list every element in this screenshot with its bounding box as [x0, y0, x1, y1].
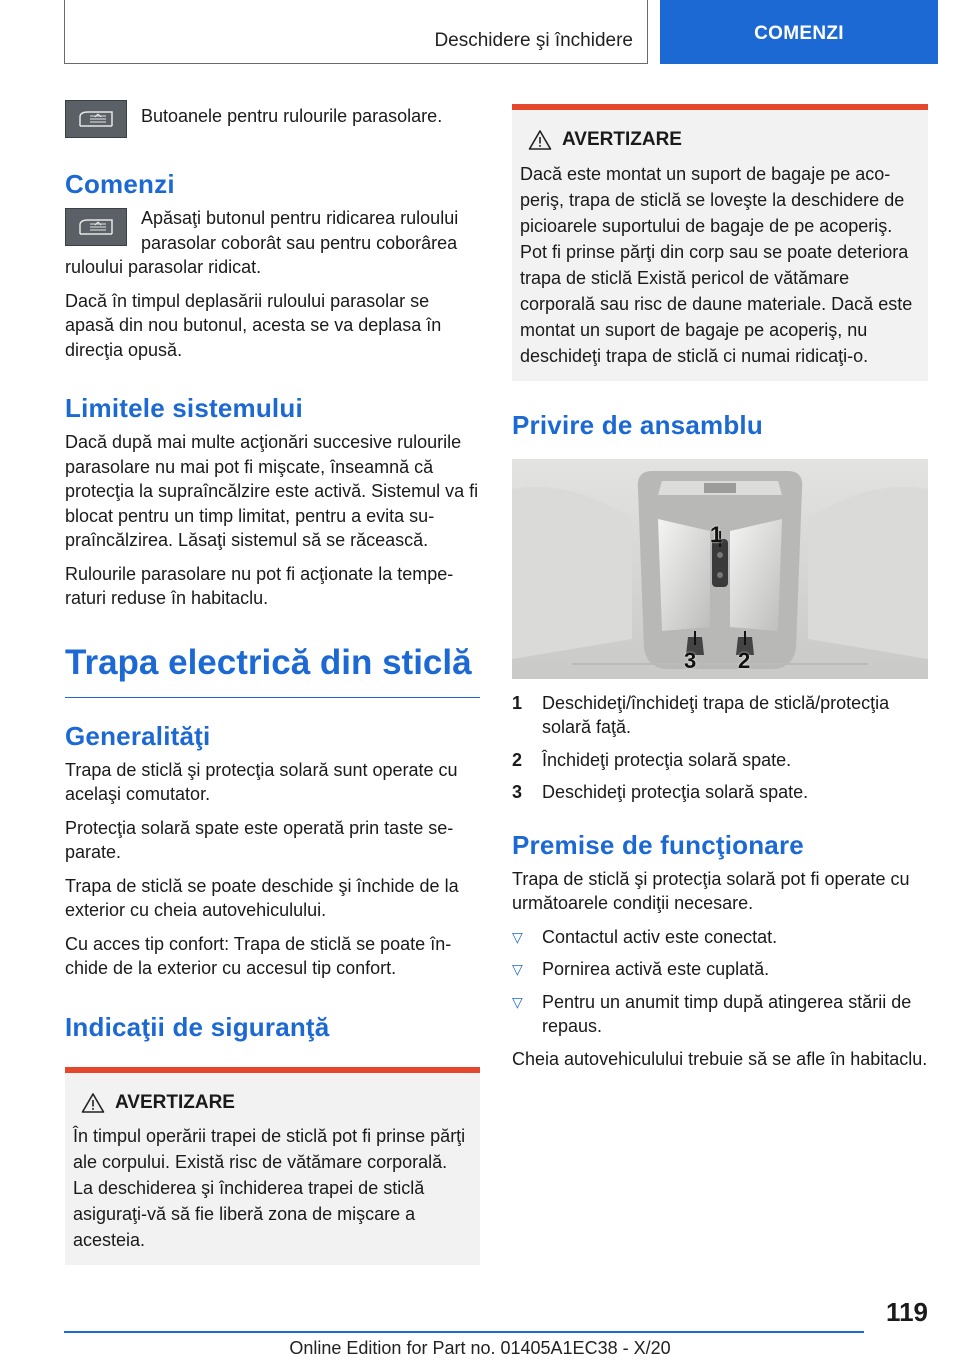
list-item: 3 Deschideţi protecţia solară spate. [512, 782, 809, 802]
page-header [0, 0, 960, 66]
warning-text: În timpul operării trapei de sticlă pot fi prinse părţi ale corpului. Există risc de vătămare corporală. La deschiderea şi închiderea trapei de sticlă asiguraţi-vă să fie liberă zona de mişcare a acesteia. [73, 1126, 466, 1250]
left-column [65, 98, 480, 1265]
warning-triangle-icon [528, 129, 552, 151]
header-section-frame [64, 0, 648, 64]
warning-box [65, 1067, 480, 1266]
limite-paragraph-2: Rulourile parasolare nu pot fi acţionate la temperaturi reduse în habitaclu. [65, 563, 454, 608]
generalitati-paragraph-4: Cu acces tip confort: Trapa de sticlă se poate închide de la exterior cu accesul tip confort. [65, 933, 452, 978]
warning-text: Dacă este montat un suport de bagaje pe acoperiş, trapa de sticlă se loveşte la deschidere de picioarele suportului de bagaje de pe acoperiş. Pot fi prinse părţi din corp sau se poate deteriora trapa de sticlă Există pericol de vătămare corporală sau risc de daune materiale. Dacă este montat un suport de bagaje pe acoperiş, nu deschideţi trapa de sticlă ci numai ridicaţi-o. [520, 163, 913, 366]
heading-privire: Privire de ansamblu [512, 409, 763, 440]
bullet-triangle-icon: ▽ [512, 993, 523, 1010]
warning-box [512, 104, 928, 381]
bullet-triangle-icon: ▽ [512, 928, 523, 945]
heading-limitele: Limitele sistemului [65, 393, 303, 423]
footer-edition: Online Edition for Part no. 01405A1EC38 - X/20 [289, 1338, 671, 1358]
generalitati-paragraph-2: Protecţia solară spate este operată prin taste separate. [65, 817, 454, 862]
list-item: ▽ Pornirea activă este cuplată. [512, 957, 928, 982]
heading-siguranta: Indicaţii de siguranţă [65, 1011, 330, 1042]
premise-outro: Cheia autovehiculului trebuie să se afle în habitaclu. [512, 1048, 928, 1069]
footer-rule [64, 1331, 864, 1333]
legend-list [512, 691, 928, 805]
premise-bullets [512, 925, 928, 1039]
generalitati-paragraph-3: Trapa de sticlă se poate deschide şi închide de la exterior cu cheia autovehiculului. [65, 875, 459, 920]
photo-label-1: 1 [710, 521, 723, 547]
heading-generalitati: Generalităţi [65, 720, 211, 751]
warning-triangle-icon [81, 1092, 105, 1114]
photo-label-2: 2 [738, 647, 751, 673]
bullet-triangle-icon: ▽ [512, 961, 523, 977]
heading-trapa: Trapa electrică din sticlă [65, 641, 480, 698]
overhead-console-photo [512, 459, 928, 679]
page-number: 119 [886, 1297, 928, 1327]
generalitati-paragraph-1: Trapa de sticlă şi protecţia solară sunt operate cu acelaşi comutator. [65, 759, 458, 804]
list-item: ▽ Contactul activ este conectat. [512, 925, 928, 950]
section-title: Deschidere şi închidere [434, 30, 633, 51]
heading-premise: Premise de funcţionare [512, 829, 804, 860]
list-item: 2 Închideţi protecţia solară spate. [512, 749, 792, 770]
warning-title: AVERTIZARE [115, 1091, 235, 1113]
warning-title: AVERTIZARE [562, 129, 682, 150]
limite-paragraph-1: Dacă după mai multe acţionări succesive rulourile parasolare nu mai pot fi mişcate, înseamnă că protecţia la supraîncălzire este activă. Sistemul va fi blocat pentru un timp limitat, pentru a evita supraîncălzirea. Lăsaţi sistemul să se răcească. [65, 432, 479, 550]
comenzi-paragraph-1: Apăsaţi butonul pentru ridicarea ruloului parasolar coborât sau pentru coborârea ruloului parasolar ridicat. [65, 208, 459, 277]
premise-intro: Trapa de sticlă şi protecţia solară pot fi operate cu următoarele condiţii necesare. [512, 868, 910, 913]
intro-text: Butoanele pentru rulourile parasolare. [141, 106, 443, 126]
sunblind-button-icon [65, 100, 127, 138]
photo-label-3: 3 [684, 647, 697, 673]
comenzi-paragraph-2: Dacă în timpul deplasării ruloului parasolar se apasă din nou butonul, acesta se va deplasa în direcţia opusă. [65, 290, 442, 360]
chapter-tab: COMENZI [660, 0, 938, 64]
right-column [512, 104, 928, 1080]
list-item: 1 Deschideţi/închideţi trapa de sticlă/protecţia solară faţă. [512, 692, 890, 737]
list-item: ▽ Pentru un anumit timp după atingerea stării de repaus. [512, 991, 912, 1036]
heading-comenzi: Comenzi [65, 169, 175, 199]
sunblind-button-icon [65, 208, 127, 246]
